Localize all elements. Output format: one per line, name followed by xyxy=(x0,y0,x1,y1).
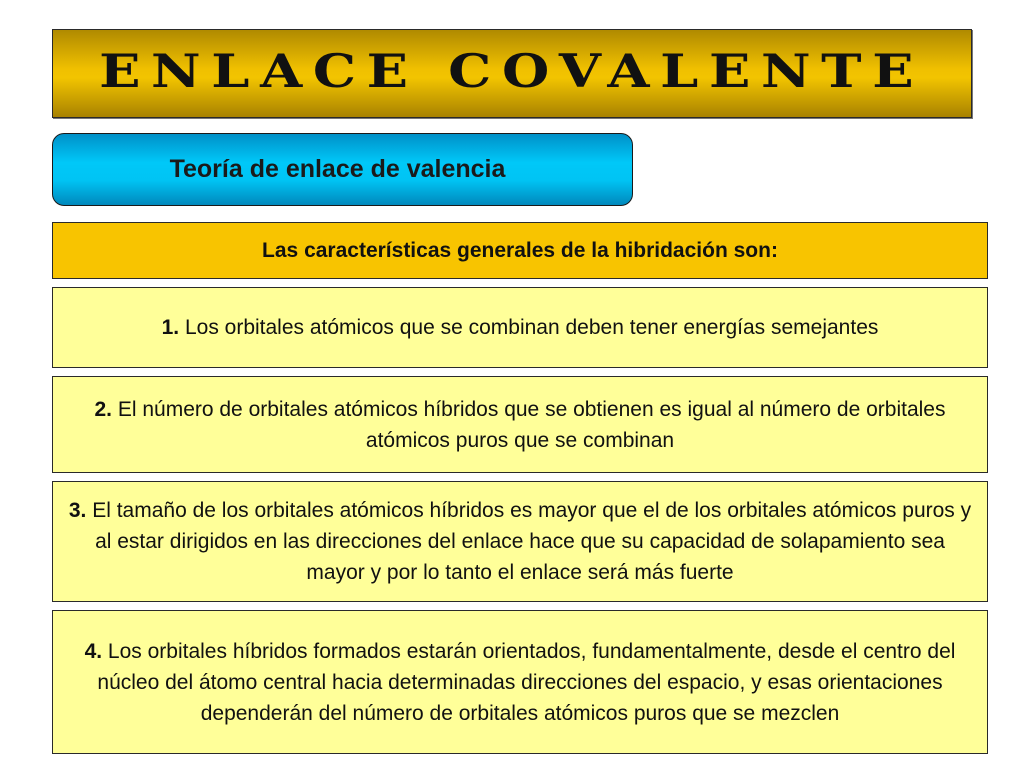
item-text: Los orbitales atómicos que se combinan deben tener energías semejantes xyxy=(179,316,879,339)
slide-subtitle: Teoría de enlace de valencia xyxy=(169,155,506,183)
characteristic-item-2 xyxy=(52,376,988,473)
characteristic-text-4 xyxy=(67,636,973,729)
characteristic-text-2 xyxy=(67,394,973,456)
characteristic-item-1 xyxy=(52,287,988,368)
item-number: 1. xyxy=(161,316,180,339)
slide-title: ENLACE COVALENTE xyxy=(99,43,925,98)
characteristic-item-4 xyxy=(52,610,988,754)
item-text: Los orbitales híbridos formados estarán orientados, fundamentalmente, desde el centro del núcleo del átomo central hacia determinadas direcciones del espacio, y esas orientaciones dependerán del número de orbitales atómicos puros que se mezclen xyxy=(97,639,956,725)
item-text: El número de orbitales atómicos híbridos que se obtienen es igual al número de orbitales atómicos puros que se combinan xyxy=(112,397,946,452)
title-banner xyxy=(52,29,972,118)
section-header-text: Las características generales de la hibridación son: xyxy=(262,238,778,262)
item-number: 2. xyxy=(94,397,112,421)
item-text: El tamaño de los orbitales atómicos híbridos es mayor que el de los orbitales atómicos puros y al estar dirigidos en las direcciones del enlace hace que su capacidad de solapamiento sea mayor y por lo tanto el enlace será más fuerte xyxy=(86,499,972,584)
item-number: 4. xyxy=(84,639,103,663)
characteristic-text-1 xyxy=(162,312,879,343)
characteristic-text-3 xyxy=(67,495,973,588)
item-number: 3. xyxy=(68,499,87,522)
section-header xyxy=(52,222,988,279)
characteristic-item-3 xyxy=(52,481,988,602)
subtitle-banner xyxy=(52,133,633,206)
